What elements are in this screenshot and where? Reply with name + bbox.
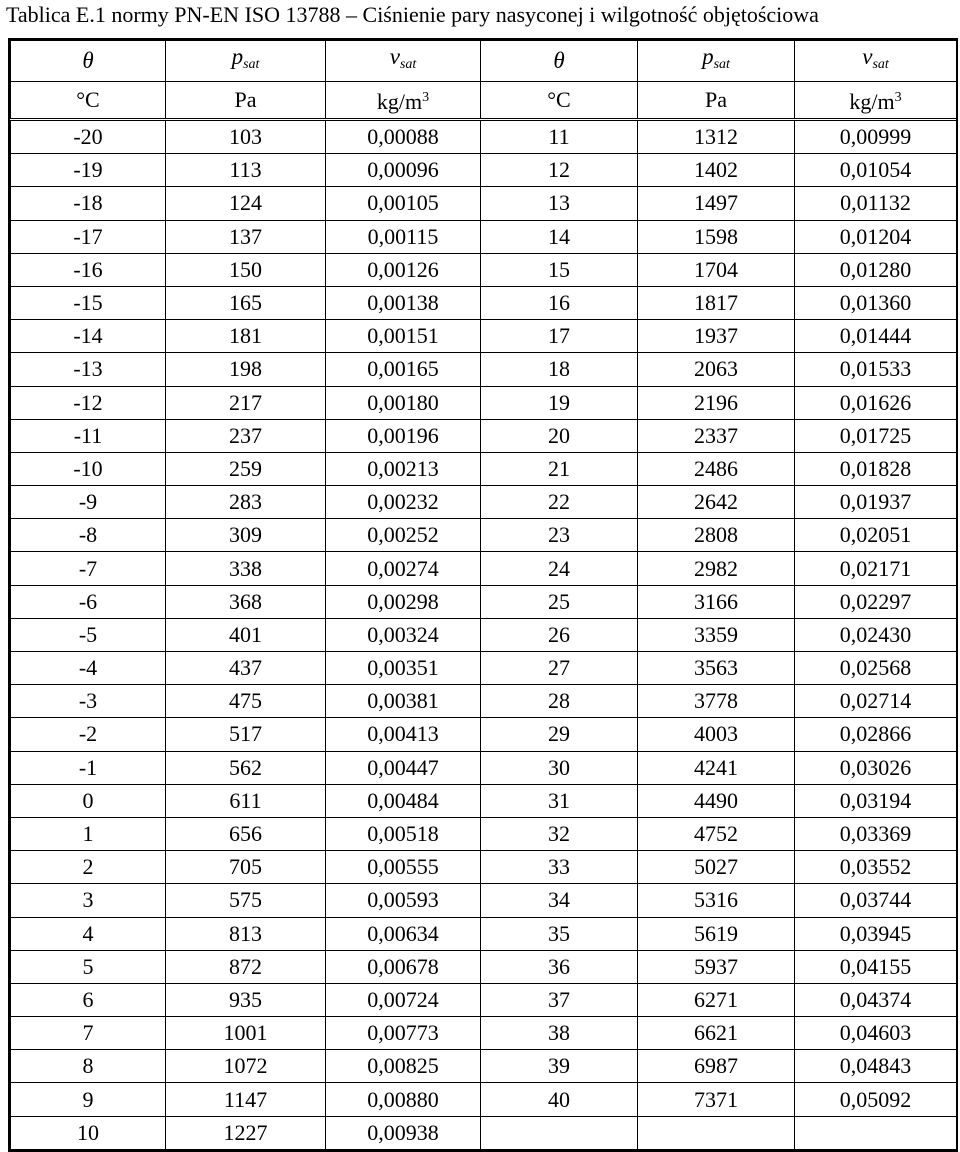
vsat-cell: 0,00381 bbox=[326, 685, 481, 718]
psat-cell: 1312 bbox=[638, 120, 795, 154]
vsat-cell: 0,00938 bbox=[326, 1116, 481, 1149]
psat-cell: 5619 bbox=[638, 917, 795, 950]
vsat-cell: 0,01828 bbox=[795, 452, 957, 485]
table-row bbox=[11, 983, 957, 1016]
theta-cell: 37 bbox=[481, 983, 638, 1016]
theta-cell: 12 bbox=[481, 154, 638, 187]
theta-cell: 21 bbox=[481, 452, 638, 485]
theta-cell: -12 bbox=[11, 386, 166, 419]
theta-cell: -17 bbox=[11, 220, 166, 253]
psat-cell: 705 bbox=[166, 851, 326, 884]
table-row bbox=[11, 419, 957, 452]
vsat-cell: 0,00634 bbox=[326, 917, 481, 950]
theta-cell: 20 bbox=[481, 419, 638, 452]
vsat-cell: 0,02714 bbox=[795, 685, 957, 718]
table-row bbox=[11, 552, 957, 585]
table-row bbox=[11, 1050, 957, 1083]
psat-cell: 562 bbox=[166, 751, 326, 784]
theta-cell: 3 bbox=[11, 884, 166, 917]
psat-cell: 813 bbox=[166, 917, 326, 950]
theta-cell: -13 bbox=[11, 353, 166, 386]
theta-cell: -16 bbox=[11, 253, 166, 286]
vsat-cell: 0,04155 bbox=[795, 950, 957, 983]
psat-cell: 3166 bbox=[638, 585, 795, 618]
psat-cell: 872 bbox=[166, 950, 326, 983]
psat-cell: 7371 bbox=[638, 1083, 795, 1116]
psat-cell: 1402 bbox=[638, 154, 795, 187]
vsat-cell: 0,00825 bbox=[326, 1050, 481, 1083]
theta-cell: -7 bbox=[11, 552, 166, 585]
vsat-cell: 0,00999 bbox=[795, 120, 957, 154]
theta-cell: 4 bbox=[11, 917, 166, 950]
unit-celsius-1: °C bbox=[11, 82, 166, 120]
theta-cell: 22 bbox=[481, 486, 638, 519]
table-row bbox=[11, 120, 957, 154]
vsat-cell: 0,00088 bbox=[326, 120, 481, 154]
vsat-cell: 0,00413 bbox=[326, 718, 481, 751]
vsat-cell: 0,00518 bbox=[326, 817, 481, 850]
theta-cell: -6 bbox=[11, 585, 166, 618]
header-theta-2: θ bbox=[481, 41, 638, 82]
theta-cell: -2 bbox=[11, 718, 166, 751]
psat-cell: 1001 bbox=[166, 1017, 326, 1050]
theta-cell: 27 bbox=[481, 652, 638, 685]
vsat-cell: 0,03552 bbox=[795, 851, 957, 884]
theta-cell: 23 bbox=[481, 519, 638, 552]
psat-cell: 3563 bbox=[638, 652, 795, 685]
vsat-cell: 0,00324 bbox=[326, 618, 481, 651]
psat-cell: 2337 bbox=[638, 419, 795, 452]
table-row bbox=[11, 1083, 957, 1116]
theta-cell: 15 bbox=[481, 253, 638, 286]
psat-cell: 103 bbox=[166, 120, 326, 154]
vsat-cell: 0,00180 bbox=[326, 386, 481, 419]
vsat-cell: 0,04843 bbox=[795, 1050, 957, 1083]
psat-cell: 283 bbox=[166, 486, 326, 519]
vsat-cell: 0,00274 bbox=[326, 552, 481, 585]
theta-cell: 39 bbox=[481, 1050, 638, 1083]
psat-cell: 2486 bbox=[638, 452, 795, 485]
theta-cell: 38 bbox=[481, 1017, 638, 1050]
vsat-cell: 0,01626 bbox=[795, 386, 957, 419]
unit-kgm3-2: $kg/m^3$ bbox=[795, 82, 957, 120]
vsat-cell: 0,02568 bbox=[795, 652, 957, 685]
psat-cell: 368 bbox=[166, 585, 326, 618]
vsat-cell: 0,00165 bbox=[326, 353, 481, 386]
psat-cell: 2982 bbox=[638, 552, 795, 585]
vsat-cell: 0,01360 bbox=[795, 286, 957, 319]
psat-cell: 237 bbox=[166, 419, 326, 452]
theta-cell: 29 bbox=[481, 718, 638, 751]
vsat-cell: 0,00593 bbox=[326, 884, 481, 917]
psat-cell: 259 bbox=[166, 452, 326, 485]
table-row bbox=[11, 917, 957, 950]
psat-cell: 217 bbox=[166, 386, 326, 419]
theta-cell: 11 bbox=[481, 120, 638, 154]
psat-cell: 1817 bbox=[638, 286, 795, 319]
table-row bbox=[11, 685, 957, 718]
table-row bbox=[11, 652, 957, 685]
table-row bbox=[11, 486, 957, 519]
psat-cell: 4752 bbox=[638, 817, 795, 850]
vsat-cell: 0,00232 bbox=[326, 486, 481, 519]
psat-cell: 575 bbox=[166, 884, 326, 917]
psat-cell: 4490 bbox=[638, 784, 795, 817]
theta-cell: -15 bbox=[11, 286, 166, 319]
unit-pascal-1: Pa bbox=[166, 82, 326, 120]
vsat-cell: 0,00105 bbox=[326, 187, 481, 220]
table-grid bbox=[10, 40, 957, 1150]
theta-cell: 32 bbox=[481, 817, 638, 850]
vsat-cell: 0,01132 bbox=[795, 187, 957, 220]
psat-cell: 113 bbox=[166, 154, 326, 187]
theta-cell: 26 bbox=[481, 618, 638, 651]
theta-cell: 35 bbox=[481, 917, 638, 950]
psat-cell: 1147 bbox=[166, 1083, 326, 1116]
theta-cell: -1 bbox=[11, 751, 166, 784]
table-row bbox=[11, 187, 957, 220]
psat-cell: 1937 bbox=[638, 320, 795, 353]
vsat-cell: 0,03194 bbox=[795, 784, 957, 817]
theta-cell: -18 bbox=[11, 187, 166, 220]
theta-cell: 7 bbox=[11, 1017, 166, 1050]
theta-cell: -4 bbox=[11, 652, 166, 685]
psat-cell: 4003 bbox=[638, 718, 795, 751]
theta-cell: 10 bbox=[11, 1116, 166, 1149]
theta-cell bbox=[481, 1116, 638, 1149]
vsat-cell: 0,04374 bbox=[795, 983, 957, 1016]
header-psat-2: $p_{sat}$ bbox=[638, 41, 795, 82]
table-row bbox=[11, 320, 957, 353]
vsat-cell: 0,05092 bbox=[795, 1083, 957, 1116]
theta-cell: 34 bbox=[481, 884, 638, 917]
table-row bbox=[11, 751, 957, 784]
vsat-cell: 0,00126 bbox=[326, 253, 481, 286]
psat-cell: 309 bbox=[166, 519, 326, 552]
theta-cell: 25 bbox=[481, 585, 638, 618]
psat-cell: 5316 bbox=[638, 884, 795, 917]
psat-cell: 475 bbox=[166, 685, 326, 718]
theta-cell: 14 bbox=[481, 220, 638, 253]
psat-cell: 656 bbox=[166, 817, 326, 850]
vsat-cell: 0,00773 bbox=[326, 1017, 481, 1050]
psat-cell: 338 bbox=[166, 552, 326, 585]
header-vsat-1: $v_{sat}$ bbox=[326, 41, 481, 82]
vsat-cell: 0,00678 bbox=[326, 950, 481, 983]
theta-cell: 24 bbox=[481, 552, 638, 585]
vsat-cell: 0,00196 bbox=[326, 419, 481, 452]
header-row-units bbox=[11, 82, 957, 120]
vsat-cell: 0,04603 bbox=[795, 1017, 957, 1050]
psat-cell: 137 bbox=[166, 220, 326, 253]
theta-cell: 19 bbox=[481, 386, 638, 419]
psat-cell: 3359 bbox=[638, 618, 795, 651]
psat-cell: 1072 bbox=[166, 1050, 326, 1083]
theta-cell: -14 bbox=[11, 320, 166, 353]
table-row bbox=[11, 851, 957, 884]
theta-cell: 5 bbox=[11, 950, 166, 983]
vsat-cell: 0,01204 bbox=[795, 220, 957, 253]
vsat-cell: 0,02866 bbox=[795, 718, 957, 751]
table-row bbox=[11, 519, 957, 552]
psat-cell: 1497 bbox=[638, 187, 795, 220]
table-row bbox=[11, 1017, 957, 1050]
unit-pascal-2: Pa bbox=[638, 82, 795, 120]
psat-cell: 6621 bbox=[638, 1017, 795, 1050]
table-row bbox=[11, 286, 957, 319]
psat-cell: 150 bbox=[166, 253, 326, 286]
vsat-cell: 0,00484 bbox=[326, 784, 481, 817]
header-row-symbols bbox=[11, 41, 957, 82]
theta-cell: -11 bbox=[11, 419, 166, 452]
psat-cell: 1227 bbox=[166, 1116, 326, 1149]
vsat-cell: 0,00724 bbox=[326, 983, 481, 1016]
theta-cell: 28 bbox=[481, 685, 638, 718]
table-row bbox=[11, 718, 957, 751]
unit-celsius-2: °C bbox=[481, 82, 638, 120]
vsat-cell: 0,03744 bbox=[795, 884, 957, 917]
table-row bbox=[11, 784, 957, 817]
vsat-cell: 0,00096 bbox=[326, 154, 481, 187]
unit-kgm3-1: $kg/m^3$ bbox=[326, 82, 481, 120]
vsat-cell: 0,00138 bbox=[326, 286, 481, 319]
vsat-cell: 0,00351 bbox=[326, 652, 481, 685]
psat-cell: 2196 bbox=[638, 386, 795, 419]
header-theta-1: θ bbox=[11, 41, 166, 82]
theta-cell: -20 bbox=[11, 120, 166, 154]
vsat-cell: 0,02171 bbox=[795, 552, 957, 585]
table-row bbox=[11, 1116, 957, 1149]
vsat-cell: 0,00252 bbox=[326, 519, 481, 552]
psat-cell: 1704 bbox=[638, 253, 795, 286]
psat-cell: 1598 bbox=[638, 220, 795, 253]
theta-cell: 16 bbox=[481, 286, 638, 319]
table-row bbox=[11, 884, 957, 917]
theta-cell: 36 bbox=[481, 950, 638, 983]
theta-cell: 13 bbox=[481, 187, 638, 220]
psat-cell: 5027 bbox=[638, 851, 795, 884]
table-row bbox=[11, 817, 957, 850]
theta-cell: 18 bbox=[481, 353, 638, 386]
theta-cell: -19 bbox=[11, 154, 166, 187]
psat-cell: 181 bbox=[166, 320, 326, 353]
vsat-cell: 0,02297 bbox=[795, 585, 957, 618]
table-row bbox=[11, 950, 957, 983]
table-body bbox=[11, 120, 957, 1150]
theta-cell: 40 bbox=[481, 1083, 638, 1116]
psat-cell: 935 bbox=[166, 983, 326, 1016]
vsat-cell: 0,00115 bbox=[326, 220, 481, 253]
theta-cell: 31 bbox=[481, 784, 638, 817]
theta-cell: -9 bbox=[11, 486, 166, 519]
vsat-cell: 0,01725 bbox=[795, 419, 957, 452]
vsat-cell: 0,01533 bbox=[795, 353, 957, 386]
psat-cell: 2808 bbox=[638, 519, 795, 552]
psat-cell: 165 bbox=[166, 286, 326, 319]
table-row bbox=[11, 253, 957, 286]
psat-cell: 5937 bbox=[638, 950, 795, 983]
psat-cell: 124 bbox=[166, 187, 326, 220]
theta-cell: 17 bbox=[481, 320, 638, 353]
theta-cell: 1 bbox=[11, 817, 166, 850]
table-row bbox=[11, 220, 957, 253]
table-row bbox=[11, 154, 957, 187]
vsat-cell: 0,00151 bbox=[326, 320, 481, 353]
vsat-cell: 0,01280 bbox=[795, 253, 957, 286]
table-row bbox=[11, 618, 957, 651]
theta-cell: 33 bbox=[481, 851, 638, 884]
psat-cell: 6271 bbox=[638, 983, 795, 1016]
psat-cell: 517 bbox=[166, 718, 326, 751]
vsat-cell: 0,03369 bbox=[795, 817, 957, 850]
table-row bbox=[11, 585, 957, 618]
vsat-cell: 0,02430 bbox=[795, 618, 957, 651]
theta-cell: -8 bbox=[11, 519, 166, 552]
theta-cell: -10 bbox=[11, 452, 166, 485]
psat-cell: 6987 bbox=[638, 1050, 795, 1083]
psat-cell: 2642 bbox=[638, 486, 795, 519]
psat-cell: 3778 bbox=[638, 685, 795, 718]
vsat-cell bbox=[795, 1116, 957, 1149]
psat-cell bbox=[638, 1116, 795, 1149]
vsat-cell: 0,00880 bbox=[326, 1083, 481, 1116]
vsat-cell: 0,01444 bbox=[795, 320, 957, 353]
vsat-cell: 0,00447 bbox=[326, 751, 481, 784]
psat-cell: 198 bbox=[166, 353, 326, 386]
psat-cell: 611 bbox=[166, 784, 326, 817]
psat-cell: 2063 bbox=[638, 353, 795, 386]
header-psat-1: $p_{sat}$ bbox=[166, 41, 326, 82]
vsat-cell: 0,02051 bbox=[795, 519, 957, 552]
theta-cell: 30 bbox=[481, 751, 638, 784]
vsat-cell: 0,01054 bbox=[795, 154, 957, 187]
vsat-cell: 0,01937 bbox=[795, 486, 957, 519]
vsat-cell: 0,00555 bbox=[326, 851, 481, 884]
psat-cell: 401 bbox=[166, 618, 326, 651]
theta-cell: 9 bbox=[11, 1083, 166, 1116]
table-row bbox=[11, 452, 957, 485]
psat-cell: 437 bbox=[166, 652, 326, 685]
theta-cell: 6 bbox=[11, 983, 166, 1016]
vsat-cell: 0,00298 bbox=[326, 585, 481, 618]
document-title: Tablica E.1 normy PN-EN ISO 13788 – Ciśnienie pary nasyconej i wilgotność objętościowa bbox=[6, 2, 819, 27]
theta-cell: -5 bbox=[11, 618, 166, 651]
vsat-cell: 0,00213 bbox=[326, 452, 481, 485]
theta-cell: 8 bbox=[11, 1050, 166, 1083]
table-row bbox=[11, 386, 957, 419]
psat-cell: 4241 bbox=[638, 751, 795, 784]
theta-cell: 0 bbox=[11, 784, 166, 817]
theta-cell: -3 bbox=[11, 685, 166, 718]
vsat-cell: 0,03026 bbox=[795, 751, 957, 784]
header-vsat-2: $v_{sat}$ bbox=[795, 41, 957, 82]
vsat-cell: 0,03945 bbox=[795, 917, 957, 950]
theta-cell: 2 bbox=[11, 851, 166, 884]
vapour-pressure-table bbox=[8, 38, 958, 1152]
table-row bbox=[11, 353, 957, 386]
